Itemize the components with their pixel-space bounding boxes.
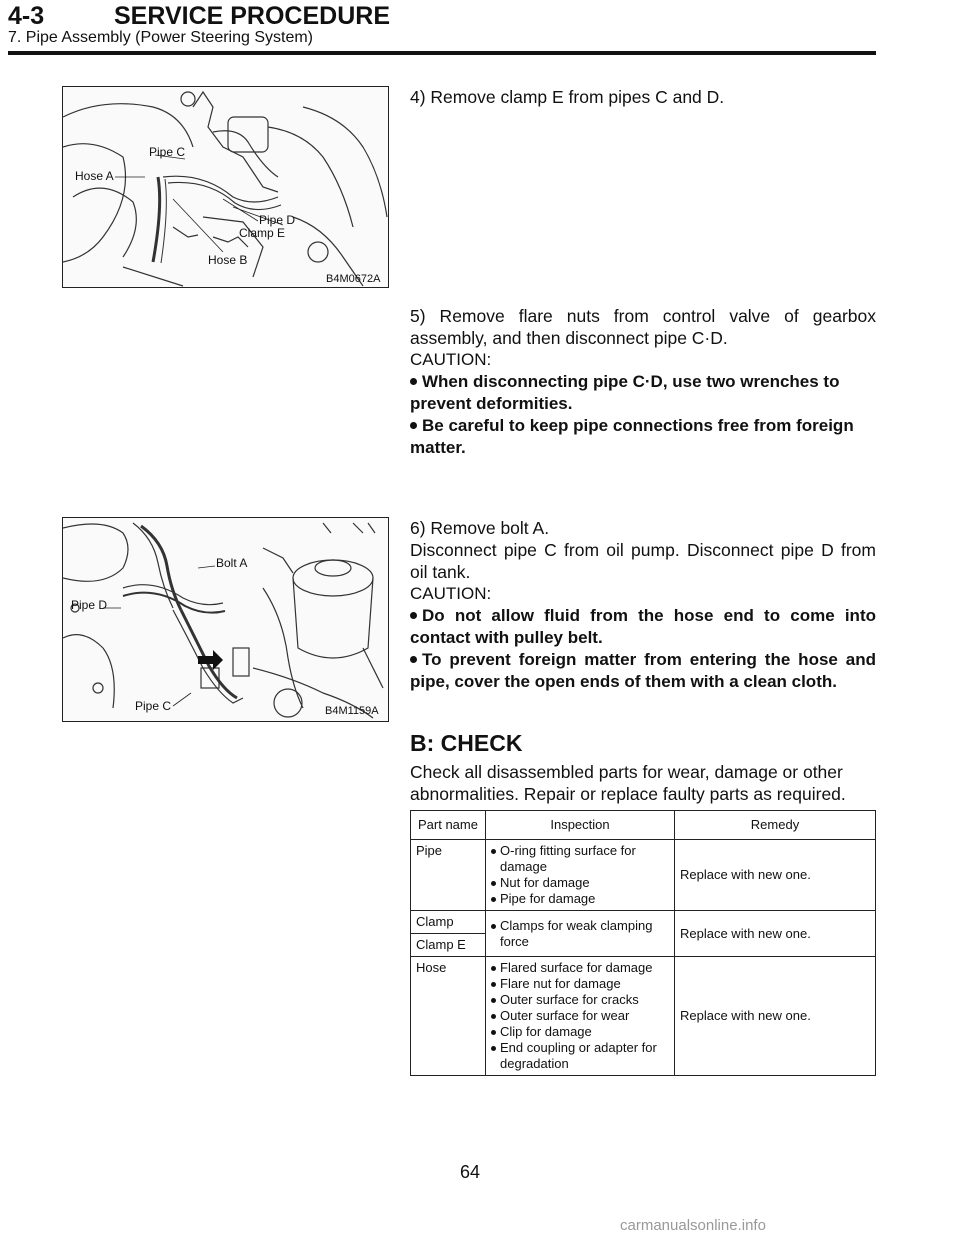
col-remedy: Remedy — [675, 811, 876, 840]
col-part-name: Part name — [411, 811, 486, 840]
bullet-icon — [410, 656, 417, 663]
table-header-row — [411, 811, 876, 840]
label-pipe-c: Pipe C — [149, 145, 186, 159]
inspection-cell: Flared surface for damage Flare nut for damage Outer surface for cracks Outer surface for wear Clip for damage End coupling or adapter for degradation — [486, 957, 675, 1076]
section-number: 4-3 — [8, 2, 45, 30]
bullet-icon — [491, 998, 496, 1003]
caution-title: CAUTION: — [410, 350, 492, 369]
page-number: 64 — [460, 1162, 481, 1182]
label-bolt-a: Bolt A — [216, 556, 248, 570]
caution-item: To prevent foreign matter from entering the hose and pipe, cover the open ends of them with a clean cloth. — [410, 650, 876, 691]
step-4: 4) Remove clamp E from pipes C and D. — [410, 87, 725, 107]
label-hose-b: Hose B — [208, 253, 248, 267]
bullet-icon — [491, 1046, 496, 1051]
bullet-icon — [491, 924, 496, 929]
part-name: Pipe — [411, 840, 486, 911]
bullet-icon — [491, 1014, 496, 1019]
label-pipe-d: Pipe D — [259, 213, 296, 227]
figure-b4m0672a — [62, 86, 389, 288]
label-pipe-d: Pipe D — [71, 598, 108, 612]
label-pipe-c: Pipe C — [135, 699, 172, 713]
caution-item: Be careful to keep pipe connections free from foreign matter. — [410, 416, 854, 457]
bullet-icon — [410, 422, 417, 429]
figure-id: B4M1159A — [325, 705, 379, 717]
part-name: Hose — [411, 957, 486, 1076]
step-6: 6) Remove bolt A. — [410, 518, 550, 538]
caution-title: CAUTION: — [410, 584, 492, 603]
inspection-table — [410, 810, 876, 1076]
remedy: Replace with new one. — [675, 840, 876, 911]
figure-id: B4M0672A — [326, 273, 381, 285]
page-subtitle: 7. Pipe Assembly (Power Steering System) — [8, 29, 314, 46]
page-title: SERVICE PROCEDURE — [114, 2, 390, 30]
inspection-cell: O-ring fitting surface for damage Nut for damage Pipe for damage — [486, 840, 675, 911]
bullet-icon — [491, 982, 496, 987]
bullet-icon — [410, 378, 417, 385]
table-row — [411, 957, 876, 1076]
remedy: Replace with new one. — [675, 911, 876, 957]
check-text: Check all disassembled parts for wear, damage or other abnormalities. Repair or replace faulty parts as required. — [410, 762, 846, 804]
part-name: Clamp — [411, 911, 486, 934]
part-name: Clamp E — [411, 934, 486, 957]
bullet-icon — [491, 881, 496, 886]
step-5: 5) Remove flare nuts from control valve of gearbox assembly, and then disconnect pipe C·D. — [410, 306, 876, 348]
label-hose-a: Hose A — [75, 169, 114, 183]
bullet-icon — [410, 612, 417, 619]
watermark: carmanualsonline.info — [620, 1217, 766, 1234]
bullet-icon — [491, 849, 496, 854]
remedy: Replace with new one. — [675, 957, 876, 1076]
step-6-caution — [410, 583, 876, 693]
header-rule — [8, 51, 876, 55]
label-clamp-e: Clamp E — [239, 226, 286, 240]
bullet-icon — [491, 1030, 496, 1035]
step-6-detail: Disconnect pipe C from oil pump. Disconnect pipe D from oil tank. — [410, 540, 876, 582]
figure-b4m1159a — [62, 517, 389, 722]
bullet-icon — [491, 966, 496, 971]
figure-2-illustration — [63, 518, 388, 721]
section-heading-check: B: CHECK — [410, 730, 523, 756]
table-row — [411, 911, 876, 934]
inspection-cell: Clamps for weak clamping force — [486, 911, 675, 957]
bullet-icon — [491, 897, 496, 902]
col-inspection: Inspection — [486, 811, 675, 840]
step-5-caution — [410, 349, 876, 459]
caution-item: Do not allow fluid from the hose end to come into contact with pulley belt. — [410, 606, 876, 647]
table-row — [411, 840, 876, 911]
caution-item: When disconnecting pipe C·D, use two wrenches to prevent deformities. — [410, 372, 840, 413]
